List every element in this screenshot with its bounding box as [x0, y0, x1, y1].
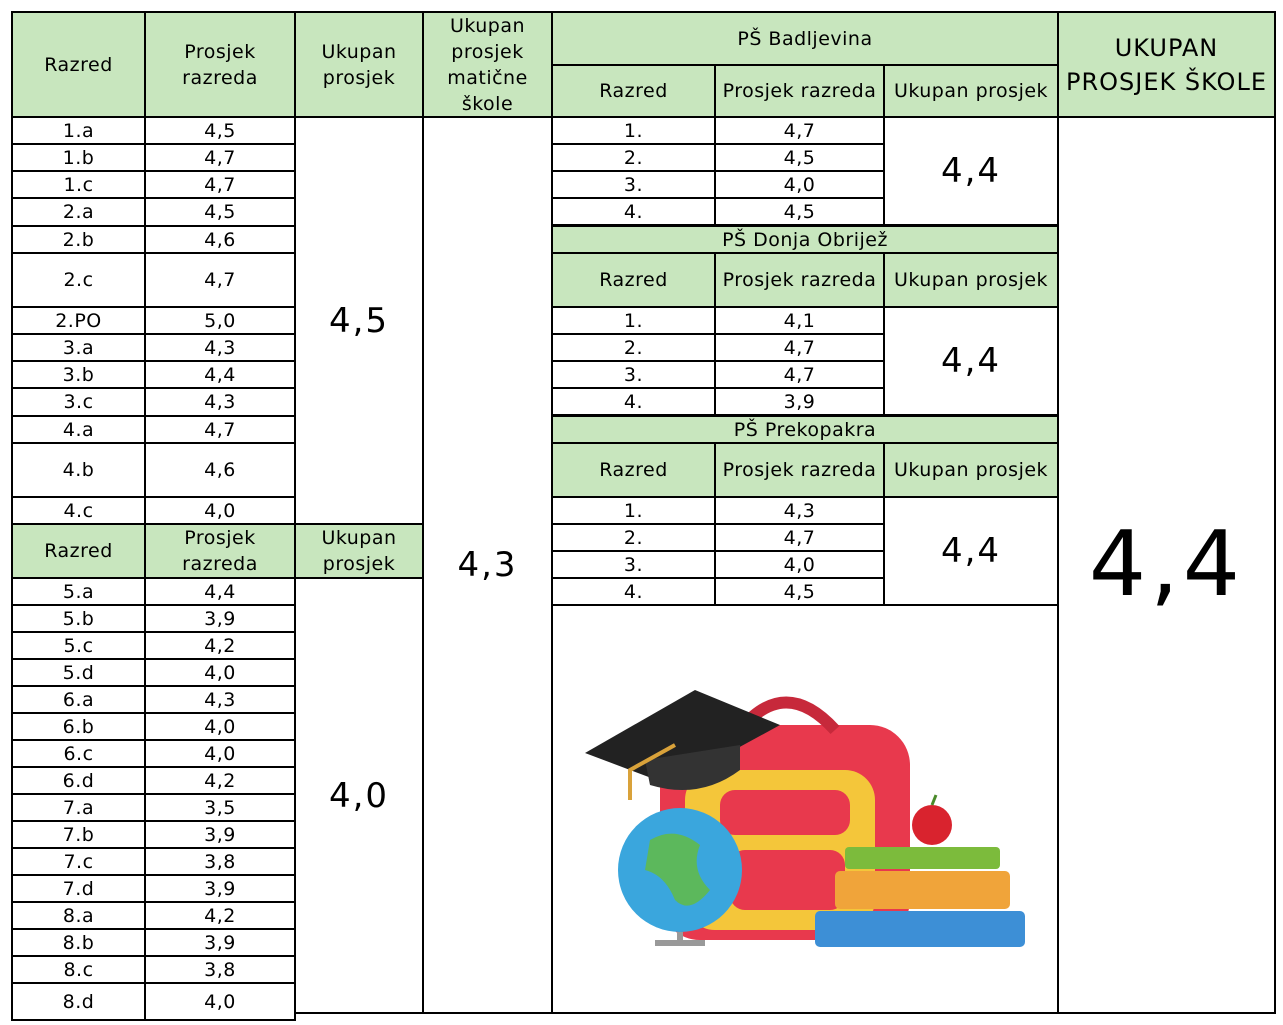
- class-name: 3.a: [11, 333, 146, 362]
- class-average: 4,3: [714, 496, 885, 525]
- class-name: 4.: [551, 387, 716, 416]
- class-name: 4.a: [11, 415, 146, 444]
- class-name: 7.b: [11, 820, 146, 849]
- class-average: 4,7: [144, 143, 296, 172]
- class-average: 4,3: [144, 685, 296, 714]
- class-name: 2.b: [11, 225, 146, 254]
- header-prosjek-razreda: Prosjek razreda: [144, 11, 296, 118]
- class-name: 5.a: [11, 577, 146, 606]
- apple-icon: [912, 805, 952, 845]
- school-total-average: 4,4: [883, 496, 1059, 606]
- class-name: 6.c: [11, 739, 146, 768]
- class-name: 4.c: [11, 496, 146, 525]
- class-name: 3.: [551, 550, 716, 579]
- header-ukupan-prosjek: Ukupan prosjek: [883, 64, 1059, 118]
- backpack-lower-pocket: [730, 850, 845, 910]
- class-average: 4,7: [714, 523, 885, 552]
- class-name: 6.d: [11, 766, 146, 795]
- class-name: 5.b: [11, 604, 146, 633]
- class-name: 1.: [551, 306, 716, 335]
- header-ukupan-prosjek: Ukupan prosjek: [294, 523, 424, 579]
- header-razred: Razred: [11, 11, 146, 118]
- class-average: 3,9: [144, 820, 296, 849]
- class-average: 5,0: [144, 306, 296, 335]
- class-name: 7.c: [11, 847, 146, 876]
- class-average: 4,0: [714, 170, 885, 199]
- class-average: 3,8: [144, 955, 296, 984]
- header-ukupan-prosjek: Ukupan prosjek: [294, 11, 424, 118]
- class-average: 4,0: [144, 496, 296, 525]
- class-name: 1.c: [11, 170, 146, 199]
- class-average: 3,9: [714, 387, 885, 416]
- class-name: 8.a: [11, 901, 146, 930]
- class-average: 4,3: [144, 387, 296, 417]
- class-name: 3.: [551, 170, 716, 199]
- class-name: 2.a: [11, 197, 146, 227]
- class-name: 8.c: [11, 955, 146, 984]
- class-average: 3,9: [144, 928, 296, 957]
- header-prosjek-razreda: Prosjek razreda: [714, 252, 885, 308]
- school-name: PŠ Badljevina: [551, 11, 1059, 66]
- header-razred: Razred: [551, 442, 716, 498]
- class-average: 4,2: [144, 766, 296, 795]
- class-name: 2.: [551, 143, 716, 172]
- class-name: 5.c: [11, 631, 146, 660]
- class-name: 5.d: [11, 658, 146, 687]
- school-backpack-illustration: [580, 675, 1040, 950]
- class-name: 4.b: [11, 442, 146, 498]
- class-average: 4,7: [144, 170, 296, 199]
- class-average: 4,6: [144, 225, 296, 254]
- header-razred: Razred: [11, 523, 146, 579]
- class-average: 4,7: [714, 360, 885, 389]
- class-average: 3,9: [144, 604, 296, 633]
- school-name: PŠ Prekopakra: [551, 415, 1059, 444]
- class-name: 6.a: [11, 685, 146, 714]
- class-average: 3,9: [144, 874, 296, 903]
- class-name: 3.: [551, 360, 716, 389]
- class-name: 1.b: [11, 143, 146, 172]
- class-average: 4,4: [144, 577, 296, 606]
- maticna-total-average: 4,3: [422, 116, 553, 1014]
- class-average: 4,5: [714, 577, 885, 606]
- class-average: 4,5: [144, 197, 296, 227]
- class-average: 4,0: [144, 739, 296, 768]
- class-average: 4,5: [714, 197, 885, 226]
- class-name: 8.b: [11, 928, 146, 957]
- class-name: 4.: [551, 197, 716, 226]
- class-average: 4,7: [714, 333, 885, 362]
- class-average: 4,5: [714, 143, 885, 172]
- header-prosjek-razreda: Prosjek razreda: [144, 523, 296, 579]
- header-razred: Razred: [551, 64, 716, 118]
- school-total-average: 4,4: [1057, 116, 1276, 1014]
- class-name: 2.c: [11, 252, 146, 308]
- book-green: [845, 847, 1000, 869]
- class-average: 3,8: [144, 847, 296, 876]
- header-ukupan-prosjek-skole: UKUPAN PROSJEK ŠKOLE: [1057, 11, 1276, 118]
- header-prosjek-razreda: Prosjek razreda: [714, 64, 885, 118]
- school-total-average: 4,4: [883, 116, 1059, 226]
- header-ukupan-prosjek: Ukupan prosjek: [883, 252, 1059, 308]
- class-average: 4,7: [144, 252, 296, 308]
- class-name: 1.a: [11, 116, 146, 145]
- class-average: 4,1: [714, 306, 885, 335]
- class-name: 7.d: [11, 874, 146, 903]
- class-average: 4,6: [144, 442, 296, 498]
- class-name: 1.: [551, 116, 716, 145]
- header-ukupan-prosjek: Ukupan prosjek: [883, 442, 1059, 498]
- class-average: 4,0: [144, 712, 296, 741]
- class-name: 8.d: [11, 982, 146, 1021]
- apple-leaf: [932, 795, 936, 805]
- upper-total-average: 4,0: [294, 577, 424, 1014]
- backpack-zipper-pocket: [720, 790, 850, 835]
- book-orange: [835, 871, 1010, 909]
- class-average: 4,3: [144, 333, 296, 362]
- class-name: 6.b: [11, 712, 146, 741]
- class-name: 4.: [551, 577, 716, 606]
- school-total-average: 4,4: [883, 306, 1059, 416]
- class-average: 4,0: [144, 982, 296, 1021]
- class-name: 2.PO: [11, 306, 146, 335]
- class-name: 2.: [551, 523, 716, 552]
- class-average: 4,2: [144, 901, 296, 930]
- class-average: 4,7: [714, 116, 885, 145]
- class-average: 4,4: [144, 360, 296, 389]
- class-average: 4,2: [144, 631, 296, 660]
- book-blue: [815, 911, 1025, 947]
- lower-total-average: 4,5: [294, 116, 424, 525]
- class-name: 3.c: [11, 387, 146, 417]
- class-name: 2.: [551, 333, 716, 362]
- class-name: 3.b: [11, 360, 146, 389]
- class-average: 4,0: [144, 658, 296, 687]
- class-average: 4,7: [144, 415, 296, 444]
- school-name: PŠ Donja Obrijež: [551, 225, 1059, 254]
- class-name: 7.a: [11, 793, 146, 822]
- header-razred: Razred: [551, 252, 716, 308]
- class-name: 1.: [551, 496, 716, 525]
- class-average: 4,5: [144, 116, 296, 145]
- class-average: 3,5: [144, 793, 296, 822]
- class-average: 4,0: [714, 550, 885, 579]
- header-ukupan-prosjek-maticne: Ukupan prosjek matične škole: [422, 11, 553, 118]
- header-prosjek-razreda: Prosjek razreda: [714, 442, 885, 498]
